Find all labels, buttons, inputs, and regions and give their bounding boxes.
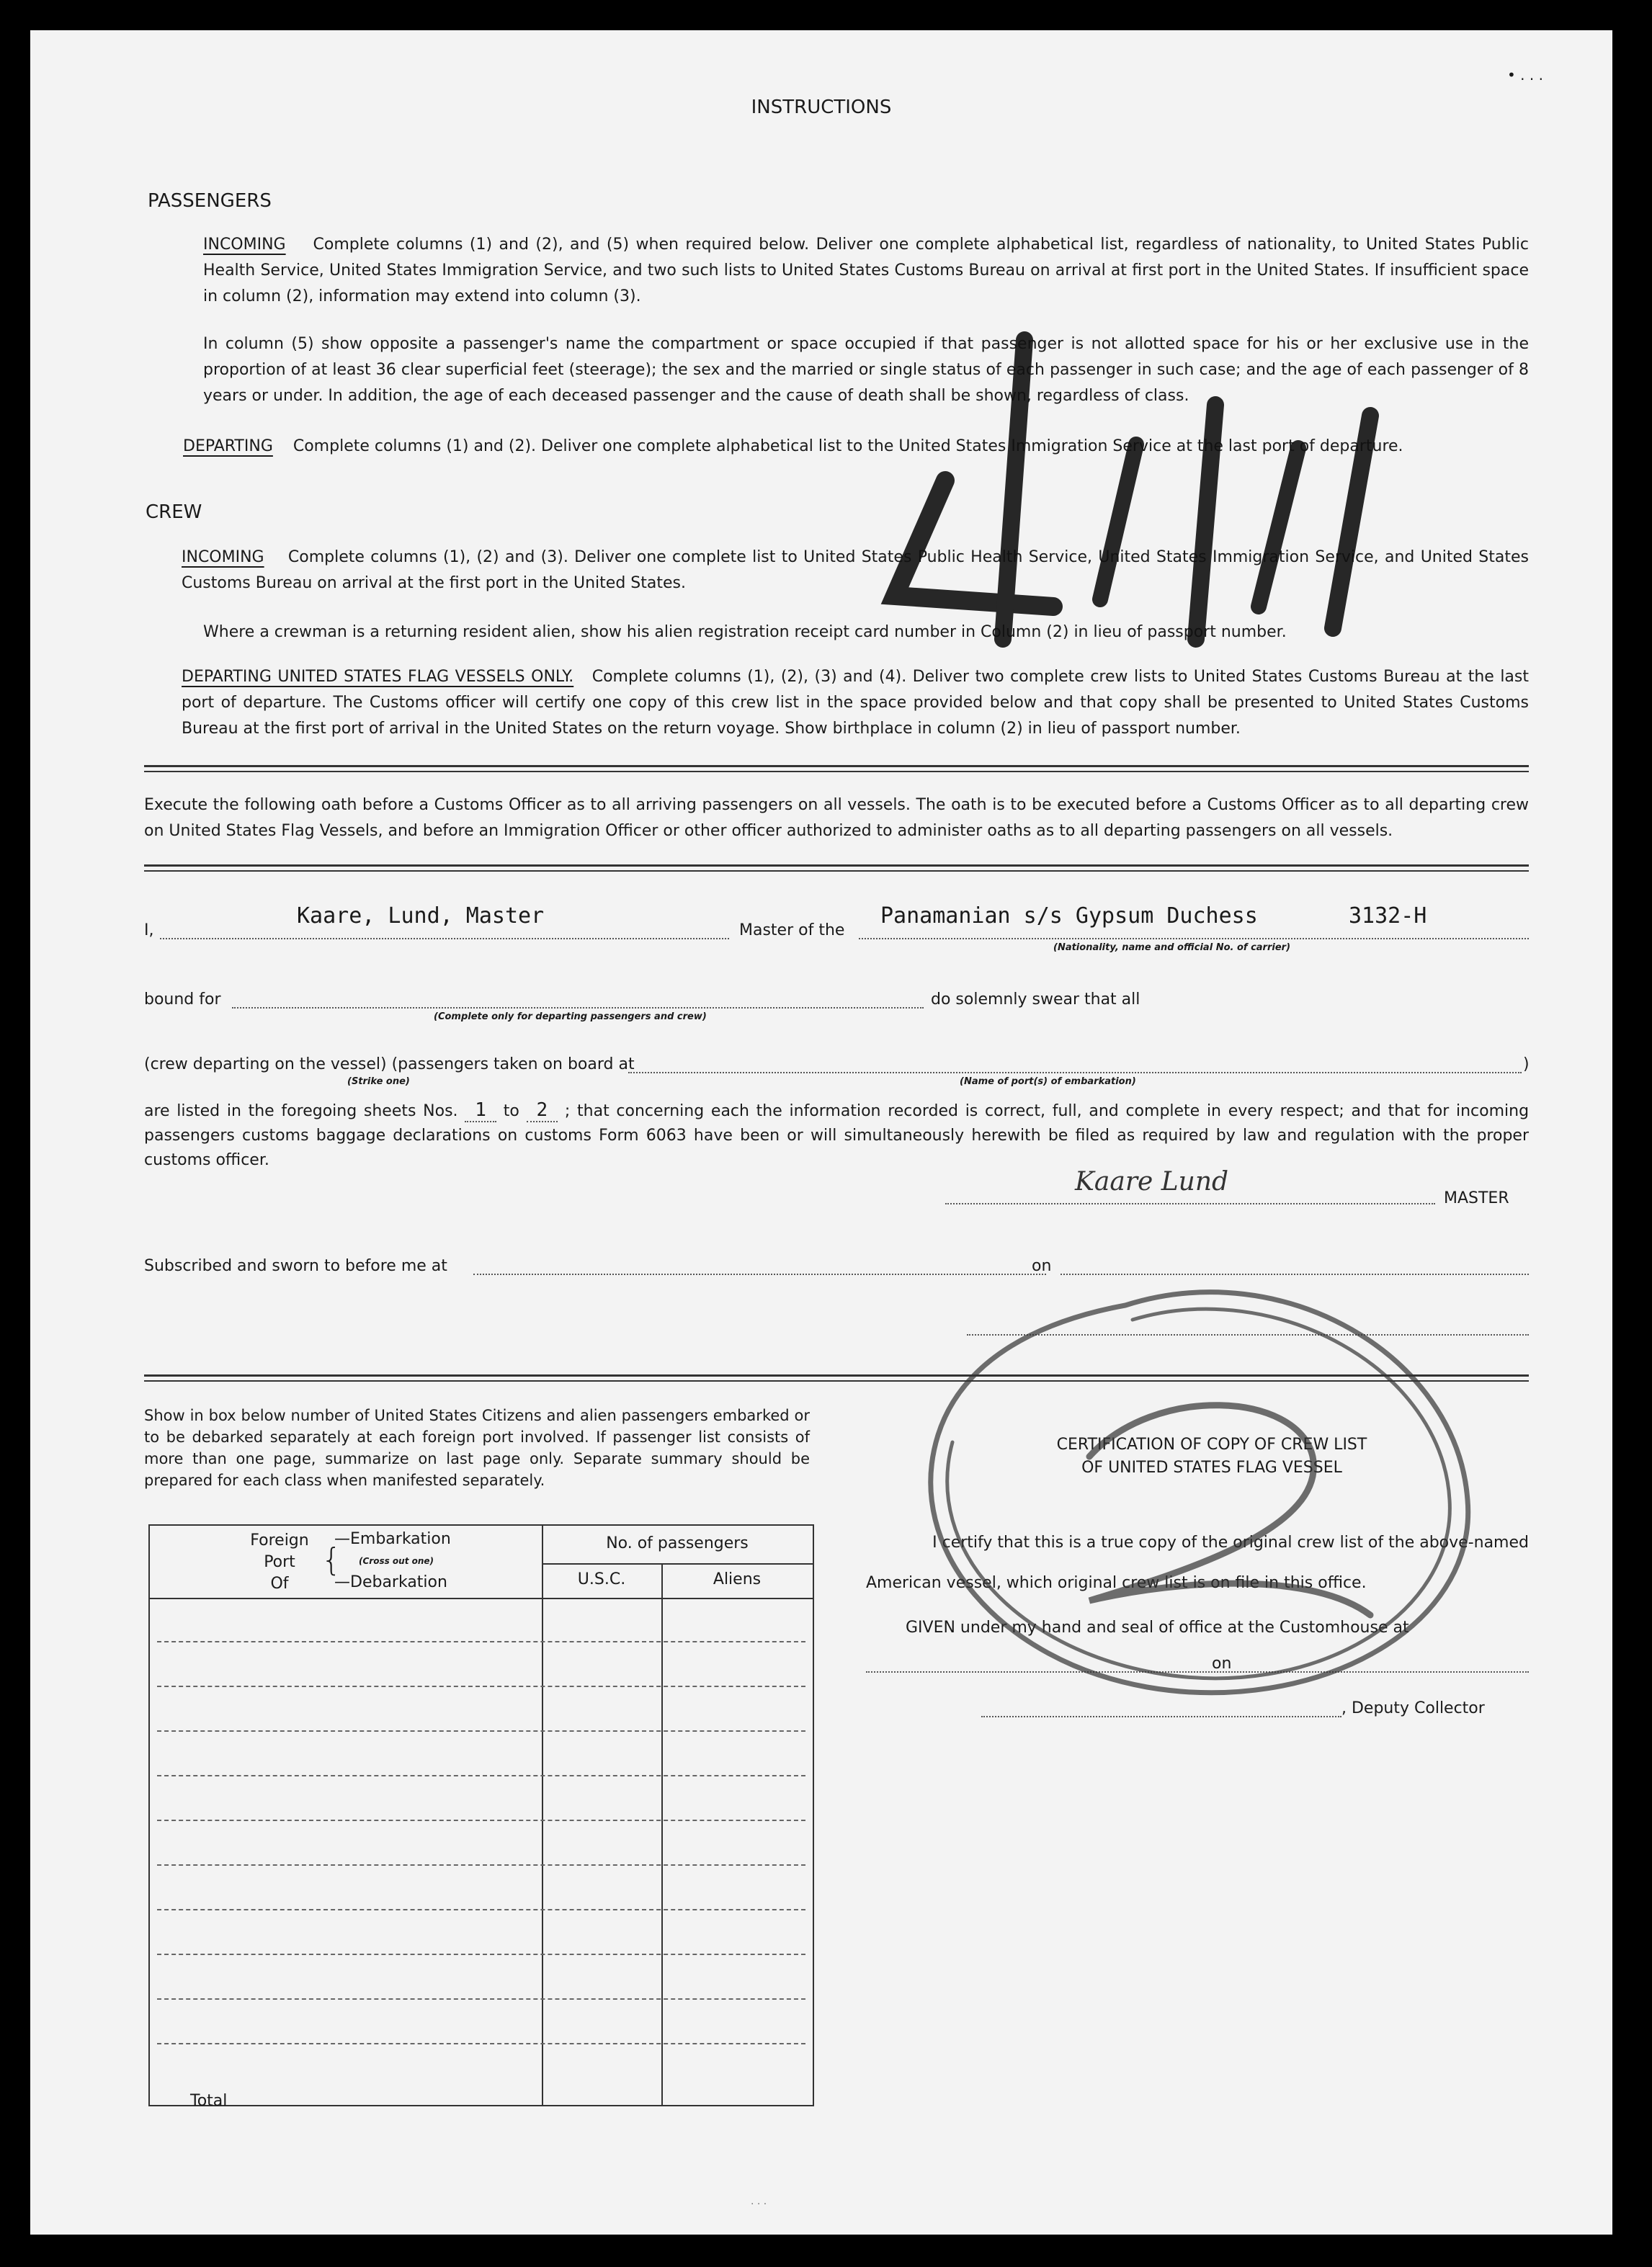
port-header-line: Of [270,1575,289,1593]
master-of-label: Master of the [739,921,845,939]
vessel-value[interactable]: Panamanian s/s Gypsum Duchess [880,903,1258,929]
page-title: INSTRUCTIONS [751,97,892,118]
passengers-column5-paragraph: In column (5) show opposite a passenger's name the compartment or space occupied if that passenger is not allotted space for his or her exclusive use in the proportion of at least 36 clear superficial feet (steerage); the sex and the married or single status of each passenger in such case; and the age of each passenger of 8 years or under. In addition, the age of each deceased passenger and the cause of death shall be shown, regardless of class. [203,335,1529,405]
passengers-departing-label: DEPARTING [183,437,273,455]
sheets-suffix: ; that concerning each the information recorded is correct, full, and complete in every respect; and that for incoming passengers customs baggage declarations on customs Form 6063 have been or will simultaneously herewith be filed as required by law and regulation with the proper customs officer. [144,1102,1530,1169]
master-name-line [160,938,729,939]
bound-for-label: bound for [144,991,221,1009]
crew-incoming-label: INCOMING [182,548,264,566]
total-label: Total [190,2092,228,2110]
sworn-on-label: on [1032,1257,1052,1275]
signature-line [945,1203,1435,1204]
table-row[interactable] [157,1775,805,1776]
deputy-collector-line[interactable] [981,1716,1341,1717]
passengers-departing-text: Complete columns (1) and (2). Deliver one complete alphabetical list to the United States Immigration Service at the last port of departure. [293,437,1403,455]
passengers-incoming-text: Complete columns (1) and (2), and (5) when required below. Deliver one complete alphabetical list, regardless of nationality, to United States Public Health Service, United States Immigration Service, and two such lists to United States Customs Bureau on arrival at first port in the United States. If insufficient space in column (2), information may extend into column (3). [203,236,1529,305]
table-col-rule [661,1563,663,2105]
aliens-header: Aliens [713,1570,762,1588]
document-page [30,30,1612,2235]
certification-on-label: on [1212,1655,1232,1673]
divider [144,864,1529,872]
passengers-incoming-label: INCOMING [203,236,286,254]
port-caption: (Name of port(s) of embarkation) [960,1076,1136,1087]
master-label: MASTER [1444,1189,1509,1207]
crew-heading: CREW [146,501,202,523]
divider [144,765,1529,772]
table-row[interactable] [157,1954,805,1955]
brace: { [321,1542,341,1578]
to-label: to [503,1102,519,1120]
embarkation-option[interactable]: —Embarkation [334,1530,451,1548]
table-row[interactable] [157,1864,805,1866]
certification-title-line: CERTIFICATION OF COPY OF CREW LIST [1056,1436,1367,1454]
handwritten-number-4-11 [866,318,1471,679]
table-row[interactable] [157,2043,805,2044]
certification-line-2: American vessel, which original crew list is on file in this office. [866,1574,1367,1592]
vessel-line [859,938,1529,939]
passenger-summary-table [148,1524,814,2110]
corner-marks: • . . . [1507,66,1543,84]
no-passengers-header: No. of passengers [606,1534,749,1552]
passengers-heading: PASSENGERS [148,190,272,212]
deputy-collector-label: , Deputy Collector [1341,1699,1485,1717]
table-row[interactable] [157,1686,805,1687]
table-port-header [236,1530,323,1595]
cross-out-caption: (Cross out one) [359,1556,434,1566]
oath-intro: Execute the following oath before a Customs Officer as to all arriving passengers on all vessels. The oath is to be executed before a Customs Officer as to all departing crew on United States Flag Vessels, and before an Immigration Officer or other officer authorized to administer oaths as to all departing passengers on all vessels. [144,796,1529,840]
crew-passengers-label: (crew departing on the vessel) (passengers taken on board at [144,1055,635,1073]
certification-title-line: OF UNITED STATES FLAG VESSEL [1081,1459,1342,1477]
port-header-line: Foreign [250,1532,309,1550]
certification-line-1: I certify that this is a true copy of the original crew list of the above-named [932,1534,1529,1552]
table-col-rule [542,1526,543,2105]
strike-caption: (Strike one) [347,1076,410,1087]
table-row[interactable] [157,1641,805,1642]
swear-label: do solemnly swear that all [931,991,1140,1009]
crew-incoming-text: Complete columns (1), (2) and (3). Deliver one complete list to United States Public Health Service, United States Immigration Service, and United States Customs Bureau on arrival at the first port in the United States. [182,548,1529,592]
bound-for-caption: (Complete only for departing passengers and crew) [434,1011,707,1022]
close-paren: ) [1523,1055,1530,1073]
port-of-embarkation-line[interactable] [628,1072,1522,1073]
table-row[interactable] [157,1909,805,1910]
usc-header: U.S.C. [577,1570,626,1588]
table-subheader-rule [542,1563,813,1565]
sheets-paragraph [144,1098,1529,1173]
master-signature: Kaare Lund [1075,1167,1229,1197]
oath-i-label: I, [144,921,154,939]
crew-resident-paragraph: Where a crewman is a returning resident alien, show his alien registration receipt card number in Column (2) in lieu of passport number. [203,623,1287,641]
sheet-from-value[interactable]: 1 [465,1099,496,1122]
table-row[interactable] [157,1730,805,1732]
handwritten-circled-2 [909,1269,1500,1716]
certification-line-3: GIVEN under my hand and seal of office at the Customhouse at [906,1619,1409,1637]
table-row[interactable] [157,1820,805,1821]
table-row[interactable] [157,1998,805,2000]
master-name-value[interactable]: Kaare, Lund, Master [297,903,545,929]
paper-speck: . . . [751,2196,767,2207]
bound-for-line[interactable] [232,1007,924,1009]
table-header-rule [150,1598,813,1599]
summary-instructions: Show in box below number of United States Citizens and alien passengers embarked or to be debarked separately at each foreign port involved. If passenger list consists of more than one page, summarize on last page only. Separate summary should be prepared for each class when manifested separately. [144,1407,810,1489]
sheet-to-value[interactable]: 2 [527,1099,558,1122]
passengers-incoming-paragraph [203,232,1529,310]
vessel-caption: (Nationality, name and official No. of carrier) [1053,942,1291,953]
debarkation-option[interactable]: —Debarkation [334,1573,447,1591]
port-header-line: Port [264,1553,295,1571]
sheets-prefix: are listed in the foregoing sheets Nos. [144,1102,458,1120]
crew-departing-label: DEPARTING UNITED STATES FLAG VESSELS ONLY. [182,668,574,686]
official-number-value[interactable]: 3132-H [1349,903,1427,929]
subscribed-label: Subscribed and sworn to before me at [144,1257,447,1275]
crew-departing-text: Complete columns (1), (2), (3) and (4). Deliver two complete crew lists to United States Customs Bureau at the last port of departure. The Customs officer will certify one copy of this crew list in the space provided below and that copy shall be presented to United States Customs Bureau at the first port of arrival in the United States on the return voyage. Show birthplace in column (2) in lieu of passport number. [182,668,1530,738]
